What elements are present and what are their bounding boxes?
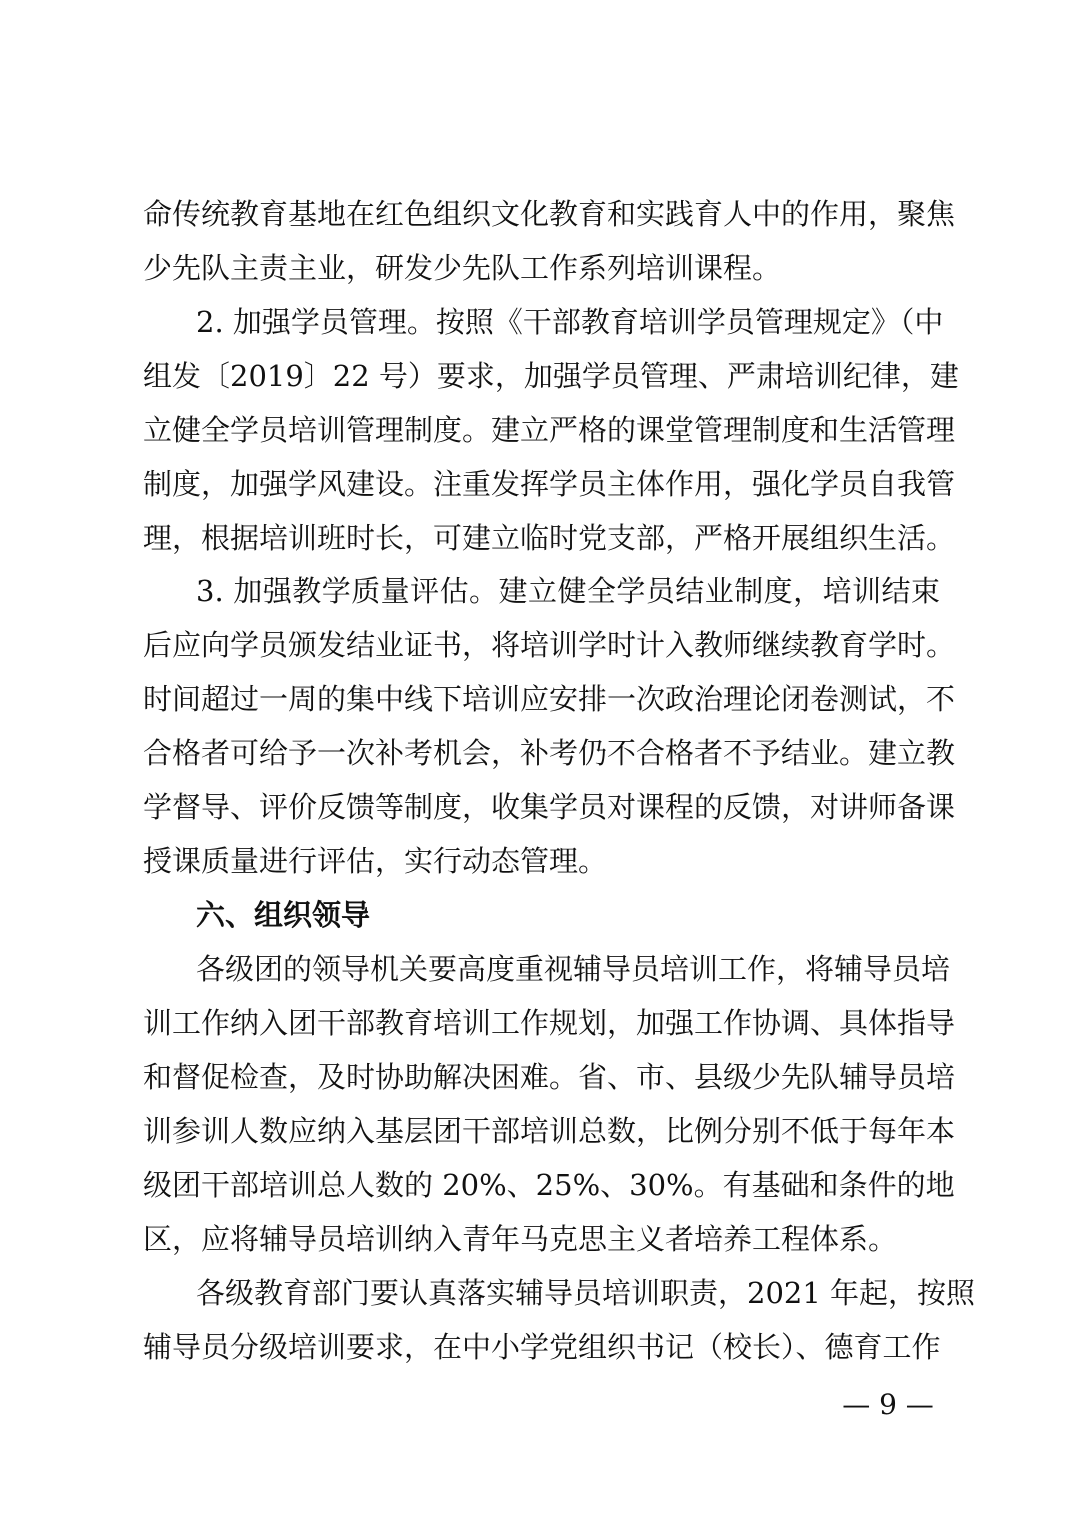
- text-line: 辅导员分级培训要求，在中小学党组织书记（校长）、德育工作: [143, 1330, 941, 1364]
- page-number: — 9 —: [842, 1388, 934, 1421]
- text-line: 训工作纳入团干部教育培训工作规划，加强工作协调、具体指导: [143, 1006, 956, 1040]
- numbered-paragraph-start: 3. 加强教学质量评估。建立健全学员结业制度，培训结束: [196, 574, 940, 608]
- text-line: 命传统教育基地在红色组织文化教育和实践育人中的作用，聚焦: [143, 197, 956, 231]
- paragraph-start: 各级教育部门要认真落实辅导员培训职责，2021 年起，按照: [196, 1276, 976, 1310]
- paragraph-start: 各级团的领导机关要高度重视辅导员培训工作，将辅导员培: [196, 952, 951, 986]
- text-line: 合格者可给予一次补考机会，补考仍不合格者不予结业。建立教: [143, 736, 956, 770]
- numbered-paragraph-start: 2. 加强学员管理。按照《干部教育培训学员管理规定》（中: [196, 305, 944, 339]
- text-line: 授课质量进行评估，实行动态管理。: [143, 844, 608, 878]
- text-line: 组发〔2019〕22 号）要求，加强学员管理、严肃培训纪律，建: [143, 359, 959, 393]
- text-line: 学督导、评价反馈等制度，收集学员对课程的反馈，对讲师备课: [143, 790, 956, 824]
- text-line: 和督促检查，及时协助解决困难。省、市、县级少先队辅导员培: [143, 1060, 956, 1094]
- text-line: 级团干部培训总人数的 20%、25%、30%。有基础和条件的地: [143, 1168, 955, 1202]
- text-line: 训参训人数应纳入基层团干部培训总数，比例分别不低于每年本: [143, 1114, 956, 1148]
- text-line: 少先队主责主业，研发少先队工作系列培训课程。: [143, 251, 782, 285]
- text-line: 区，应将辅导员培训纳入青年马克思主义者培养工程体系。: [143, 1222, 898, 1256]
- text-line: 立健全学员培训管理制度。建立严格的课堂管理制度和生活管理: [143, 413, 956, 447]
- text-line: 制度，加强学风建设。注重发挥学员主体作用，强化学员自我管: [143, 467, 956, 501]
- text-line: 理，根据培训班时长，可建立临时党支部，严格开展组织生活。: [143, 521, 956, 555]
- section-heading: 六、组织领导: [196, 898, 371, 932]
- text-line: 后应向学员颁发结业证书，将培训学时计入教师继续教育学时。: [143, 628, 956, 662]
- text-line: 时间超过一周的集中线下培训应安排一次政治理论闭卷测试，不: [143, 682, 956, 716]
